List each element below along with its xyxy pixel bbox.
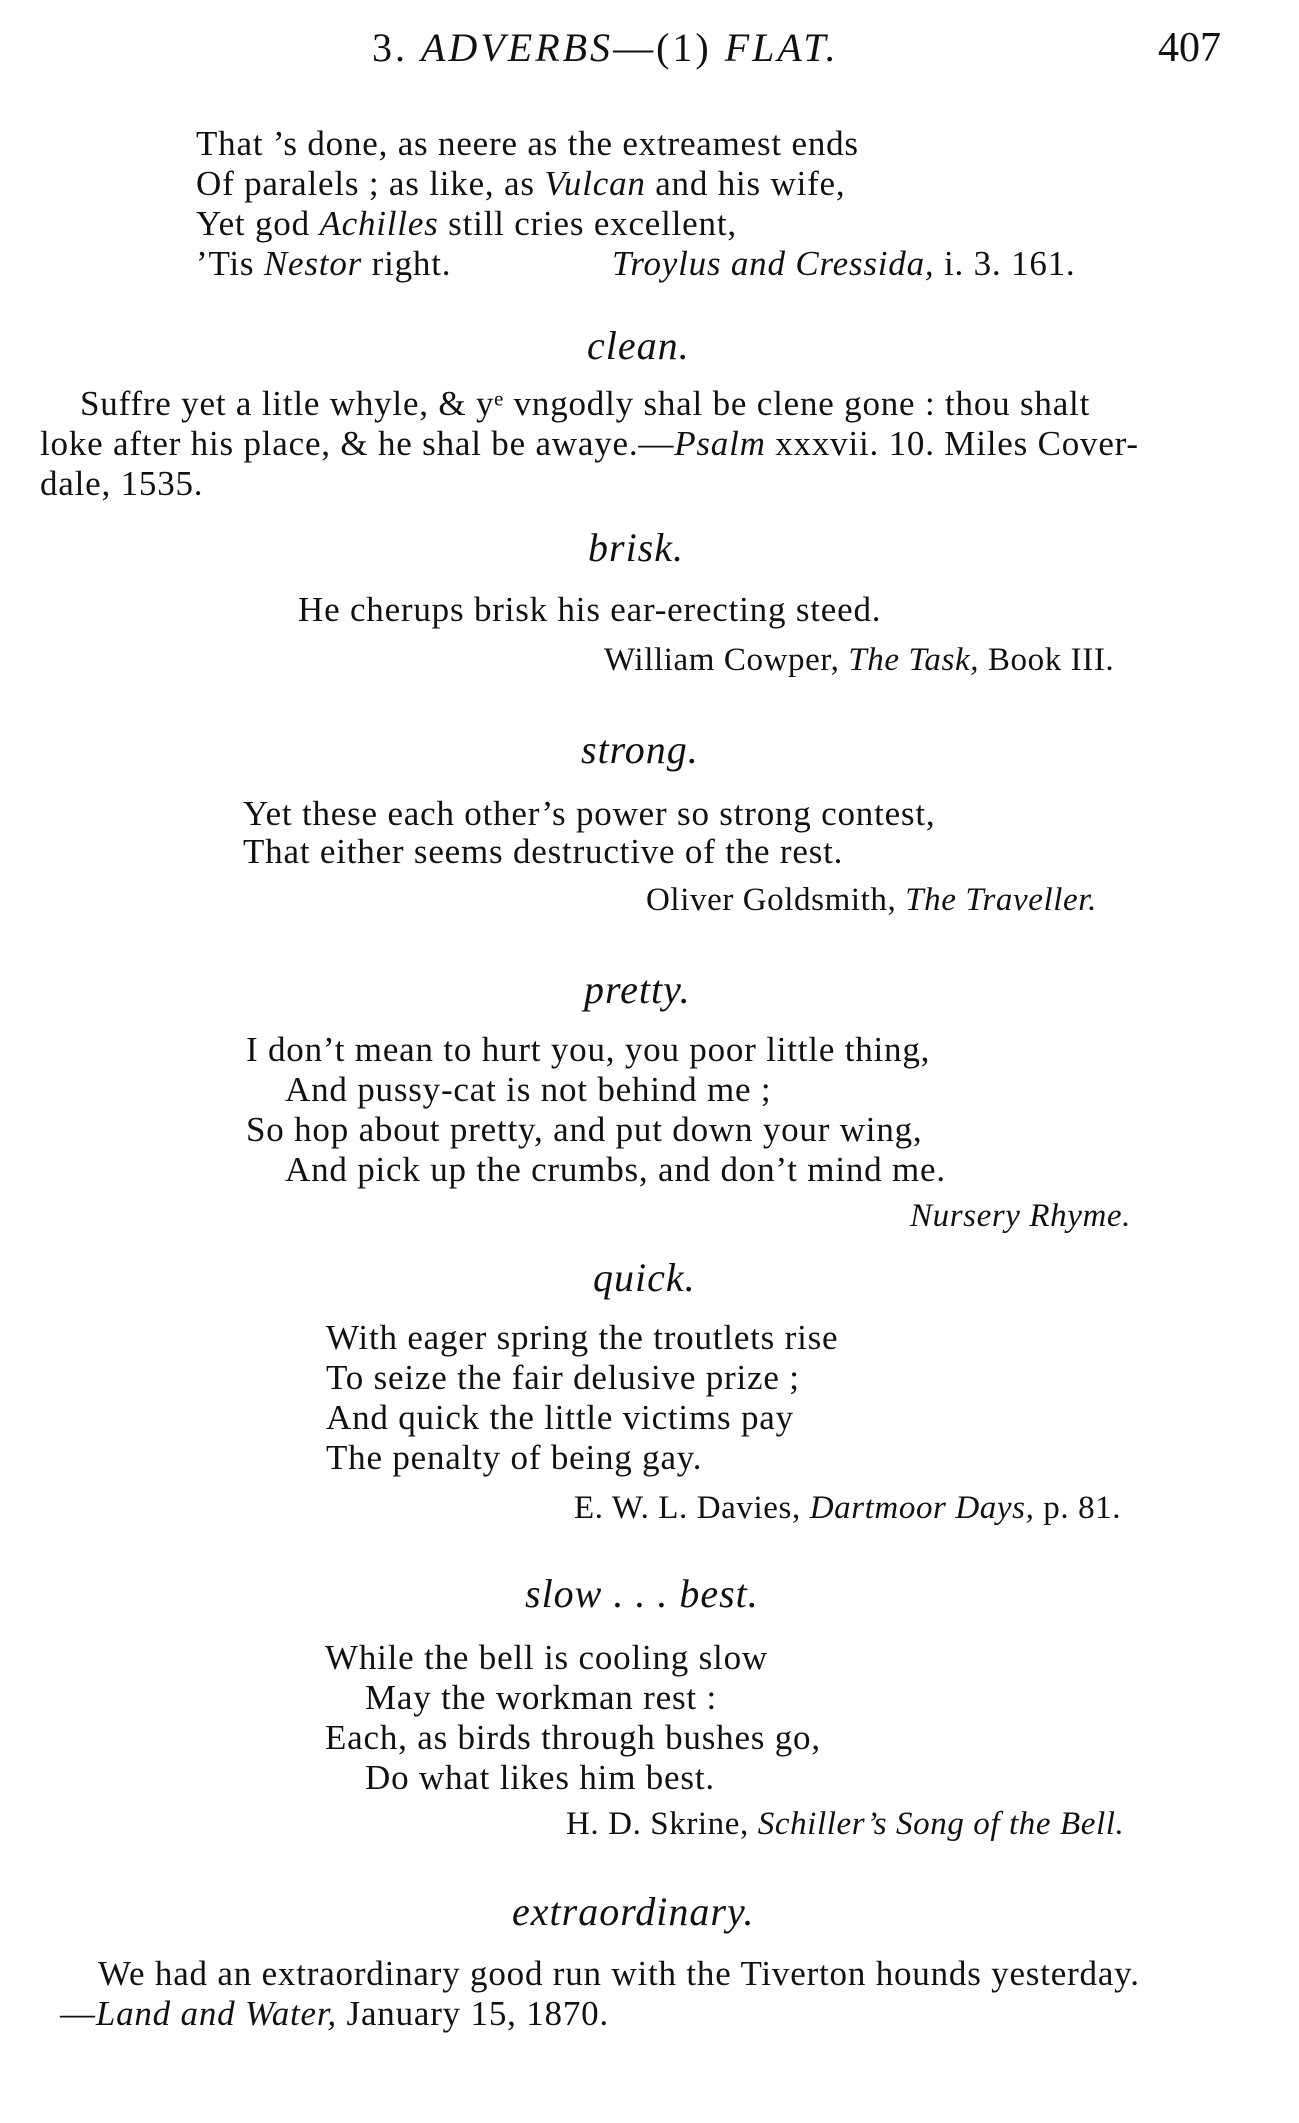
slow-attr-author: H. D. Skrine, — [566, 1806, 758, 1842]
heading-brisk: brisk. — [588, 525, 684, 570]
heading-clean: clean. — [587, 323, 690, 368]
intro-line-1-text: That ’s done, as neere as the extreamest ends — [196, 124, 859, 163]
brisk-line-1: He cherups brisk his ear-erecting steed. — [298, 590, 882, 629]
heading-quick: quick. — [593, 1255, 696, 1300]
header-dash: —(1) — [613, 25, 725, 70]
extraordinary-date: January 15, 1870. — [336, 1994, 609, 2033]
intro-citation-ref: i. 3. 161. — [934, 244, 1076, 283]
clean-line-1: Suffre yet a litle whyle, & yᵉ vngodly shal be clene gone : thou shalt — [80, 384, 1091, 423]
extraordinary-source: Land and Water, — [95, 1994, 337, 2033]
brisk-attribution — [604, 642, 1114, 679]
intro-line-4-a: ’Tis — [196, 244, 264, 283]
quick-attribution — [574, 1490, 1121, 1527]
intro-line-1 — [196, 124, 859, 164]
quick-line-1: With eager spring the troutlets rise — [326, 1318, 839, 1357]
intro-line-2-b: and his wife, — [645, 164, 846, 203]
intro-line-3-a: Yet god — [196, 204, 320, 243]
pretty-line-4: And pick up the crumbs, and don’t mind me. — [285, 1150, 946, 1189]
slow-line-3: Each, as birds through bushes go, — [325, 1718, 821, 1757]
clean-line-2 — [40, 424, 1139, 464]
clean-line-2-italic: Psalm — [674, 424, 766, 463]
slow-line-1: While the bell is cooling slow — [325, 1638, 768, 1677]
strong-attribution — [646, 882, 1097, 919]
clean-line-2-a: loke after his place, & he shal be awaye.— — [40, 424, 675, 463]
heading-extraordinary: extraordinary. — [512, 1889, 755, 1934]
pretty-line-1: I don’t mean to hurt you, you poor little thing, — [246, 1030, 931, 1069]
intro-line-2 — [196, 164, 845, 204]
intro-line-2-a: Of paralels ; as like, as — [196, 164, 545, 203]
intro-line-3-italic: Achilles — [319, 204, 439, 243]
heading-slow-best: slow . . . best. — [525, 1571, 759, 1616]
strong-line-1: Yet these each other’s power so strong contest, — [243, 794, 936, 833]
intro-line-4-b: right. — [362, 244, 452, 283]
clean-line-2-b: xxxvii. 10. Miles Cover- — [765, 424, 1139, 463]
extraordinary-line-2 — [60, 1994, 609, 2034]
quick-line-3: And quick the little victims pay — [326, 1398, 794, 1437]
quick-attr-ref: p. 81. — [1034, 1490, 1122, 1526]
extraordinary-dash: — — [60, 1994, 96, 2033]
strong-attr-title: The Traveller. — [905, 882, 1097, 918]
slow-attr-title: Schiller’s Song of the Bell. — [757, 1806, 1125, 1842]
strong-line-2: That either seems destructive of the rest. — [243, 832, 844, 871]
intro-line-4 — [196, 244, 451, 284]
brisk-attr-ref: Book III. — [979, 642, 1115, 678]
intro-citation-title: Troylus and Cressida, — [612, 244, 935, 283]
brisk-attr-title: The Task, — [848, 642, 980, 678]
intro-line-3 — [196, 204, 737, 244]
heading-strong: strong. — [581, 727, 699, 772]
brisk-attr-author: William Cowper, — [604, 642, 849, 678]
header-prefix: 3. — [372, 25, 421, 70]
header-title-2: FLAT. — [724, 25, 839, 70]
strong-attr-author: Oliver Goldsmith, — [646, 882, 906, 918]
quick-attr-title: Dartmoor Days, — [809, 1490, 1035, 1526]
heading-pretty: pretty. — [584, 967, 691, 1012]
pretty-attribution: Nursery Rhyme. — [910, 1198, 1132, 1234]
clean-line-3: dale, 1535. — [40, 464, 204, 503]
extraordinary-line-1: We had an extraordinary good run with the Tiverton hounds yesterday. — [98, 1954, 1140, 1993]
running-header — [372, 24, 839, 71]
intro-line-2-italic: Vulcan — [544, 164, 646, 203]
pretty-line-2: And pussy-cat is not behind me ; — [285, 1070, 772, 1109]
slow-line-4: Do what likes him best. — [365, 1758, 715, 1797]
quick-line-4: The penalty of being gay. — [326, 1438, 703, 1477]
header-title: ADVERBS — [421, 25, 614, 70]
intro-line-3-b: still cries excellent, — [438, 204, 737, 243]
slow-attribution — [566, 1806, 1124, 1843]
intro-citation — [612, 244, 1075, 284]
pretty-line-3: So hop about pretty, and put down your wing, — [246, 1110, 923, 1149]
page-number: 407 — [1158, 25, 1221, 71]
slow-line-2: May the workman rest : — [365, 1678, 717, 1717]
intro-line-4-italic: Nestor — [263, 244, 363, 283]
quick-line-2: To seize the fair delusive prize ; — [326, 1358, 800, 1397]
quick-attr-author: E. W. L. Davies, — [574, 1490, 810, 1526]
